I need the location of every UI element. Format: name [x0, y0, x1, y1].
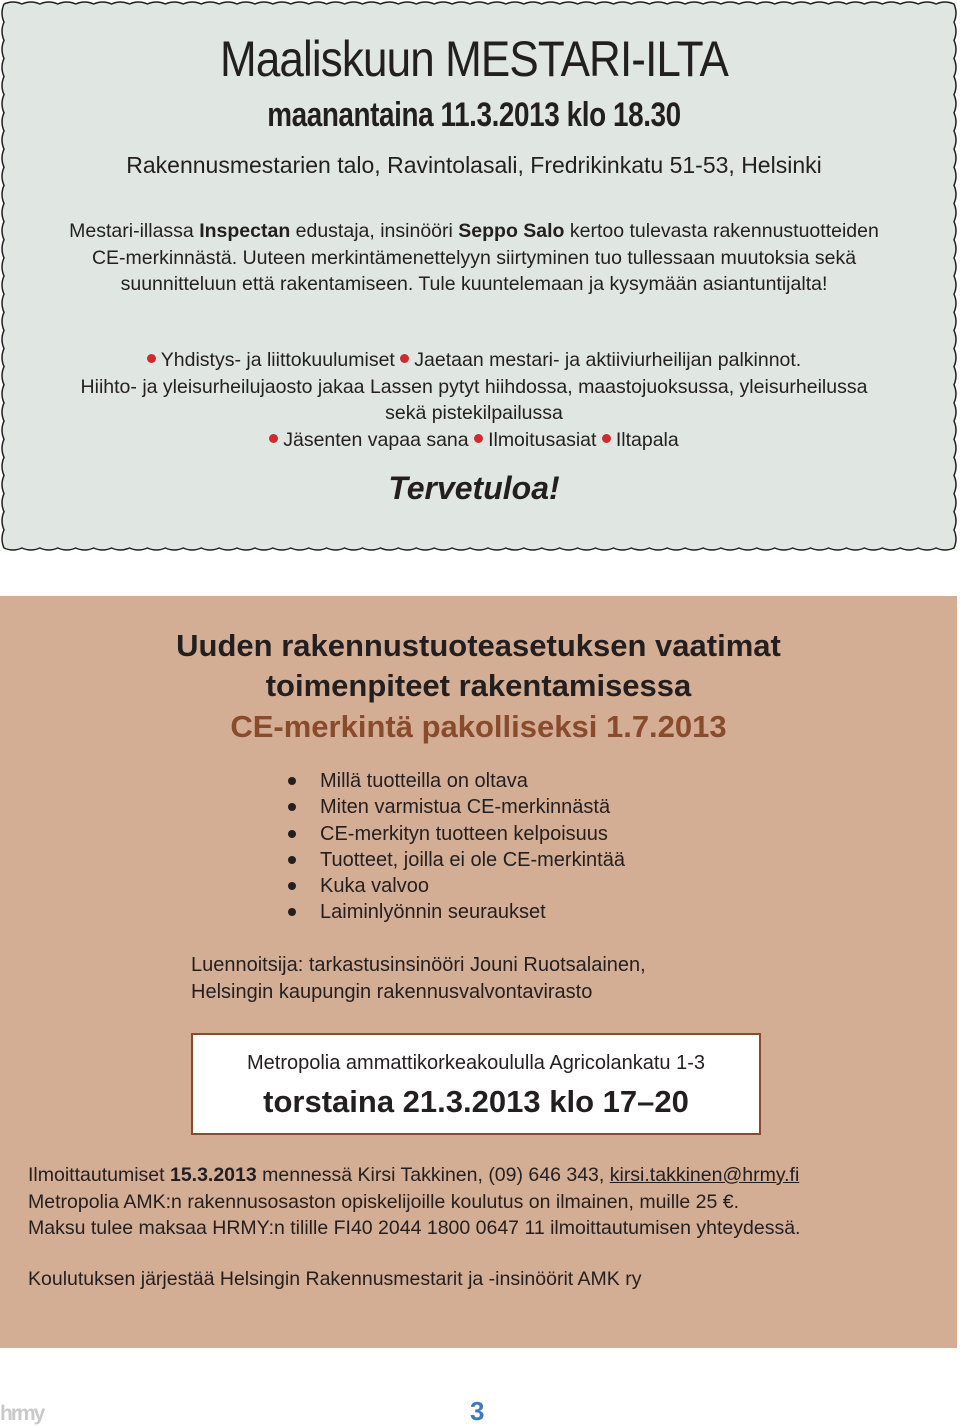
bullet-icon: [288, 777, 296, 785]
event-description: Mestari-illassa Inspectan edustaja, insinööri Seppo Salo kertoo tulevasta rakennustuotteiden CE-merkinnästä. Uuteen merkintämenettelyyn siirtyminen tuo tullessaan muutoksia sekä suunnitteluun että rakentamiseen. Tule kuuntelemaan ja kysymään asiantuntijalta!: [69, 220, 879, 295]
lecturer-info: Luennoitsija: tarkastusinsinööri Jouni Ruotsalainen, Helsingin kaupungin rakennusvalvontavirasto: [191, 954, 646, 1003]
event-date: maanantaina 11.3.2013 klo 18.30: [267, 96, 681, 134]
welcome-text: Tervetuloa!: [388, 470, 560, 506]
bullet-icon: [288, 830, 296, 838]
bullet-icon: [288, 908, 296, 916]
program-item: Ilmoitusasiat: [488, 428, 597, 451]
list-item: Kuka valvoo: [284, 873, 625, 899]
hrmy-logo: hrmy: [0, 1402, 44, 1425]
registration-info: Ilmoittautumiset 15.3.2013 mennessä Kirsi Takkinen, (09) 646 343, kirsi.takkinen@hrmy.fi Metropolia AMK:n rakennusosaston opiskelijoille koulutus on ilmainen, muille 25 €. Maksu tulee maksaa HRMY:n tilille FI40 2044 1800 0647 11 ilmoittautumisen yhteydessä.: [28, 1164, 801, 1239]
bullet-icon: [288, 856, 296, 864]
list-item: Tuotteet, joilla ei ole CE-merkintää: [284, 847, 625, 873]
list-item: Laiminlyönnin seuraukset: [284, 899, 625, 925]
program-item: Jäsenten vapaa sana: [283, 428, 469, 451]
bullet-icon: [288, 803, 296, 811]
bullet-icon: [602, 434, 611, 443]
organizer-info: Koulutuksen järjestää Helsingin Rakennusmestarit ja -insinöörit AMK ry: [28, 1268, 642, 1290]
bullet-icon: [474, 434, 483, 443]
event-program: [60, 347, 888, 453]
bullet-icon: [400, 354, 409, 363]
venue-date: torstaina 21.3.2013 klo 17–20: [263, 1084, 689, 1119]
program-item: Jaetaan mestari- ja aktiiviurheilijan palkinnot.: [414, 349, 802, 371]
email-link[interactable]: kirsi.takkinen@hrmy.fi: [609, 1164, 800, 1186]
topic-list: [284, 768, 625, 926]
event-location: Rakennusmestarien talo, Ravintolasali, Fredrikinkatu 51-53, Helsinki: [126, 152, 822, 178]
page-number: 3: [470, 1396, 485, 1426]
registration-deadline: 15.3.2013: [169, 1164, 257, 1186]
list-item: Millä tuotteilla on oltava: [284, 768, 625, 794]
company-name: Inspectan: [199, 220, 291, 242]
bullet-icon: [147, 354, 156, 363]
course-panel: [0, 596, 957, 1348]
event-announcement-box: [0, 0, 960, 556]
venue-name: Metropolia ammattikorkeakoululla Agricolankatu 1-3: [246, 1052, 705, 1074]
bullet-icon: [269, 434, 278, 443]
program-item: Yhdistys- ja liittokuulumiset: [160, 349, 395, 371]
event-title: Maaliskuun MESTARI-ILTA: [220, 31, 728, 87]
speaker-name: Seppo Salo: [458, 220, 565, 242]
venue-box: [191, 1033, 761, 1135]
list-item: CE-merkityn tuotteen kelpoisuus: [284, 821, 625, 847]
bullet-icon: [288, 882, 296, 890]
course-subtitle: CE-merkintä pakolliseksi 1.7.2013: [230, 709, 727, 744]
program-item-detail: Hiihto- ja yleisurheilujaosto jakaa Lassen pytyt hiihdossa, maastojuoksussa, yleisurheilussa sekä pistekilpailussa: [80, 375, 868, 424]
list-item: Miten varmistua CE-merkinnästä: [284, 794, 625, 820]
program-item: Iltapala: [615, 428, 679, 451]
course-title: Uuden rakennustuoteasetuksen vaatimat toimenpiteet rakentamisessa: [176, 628, 781, 703]
